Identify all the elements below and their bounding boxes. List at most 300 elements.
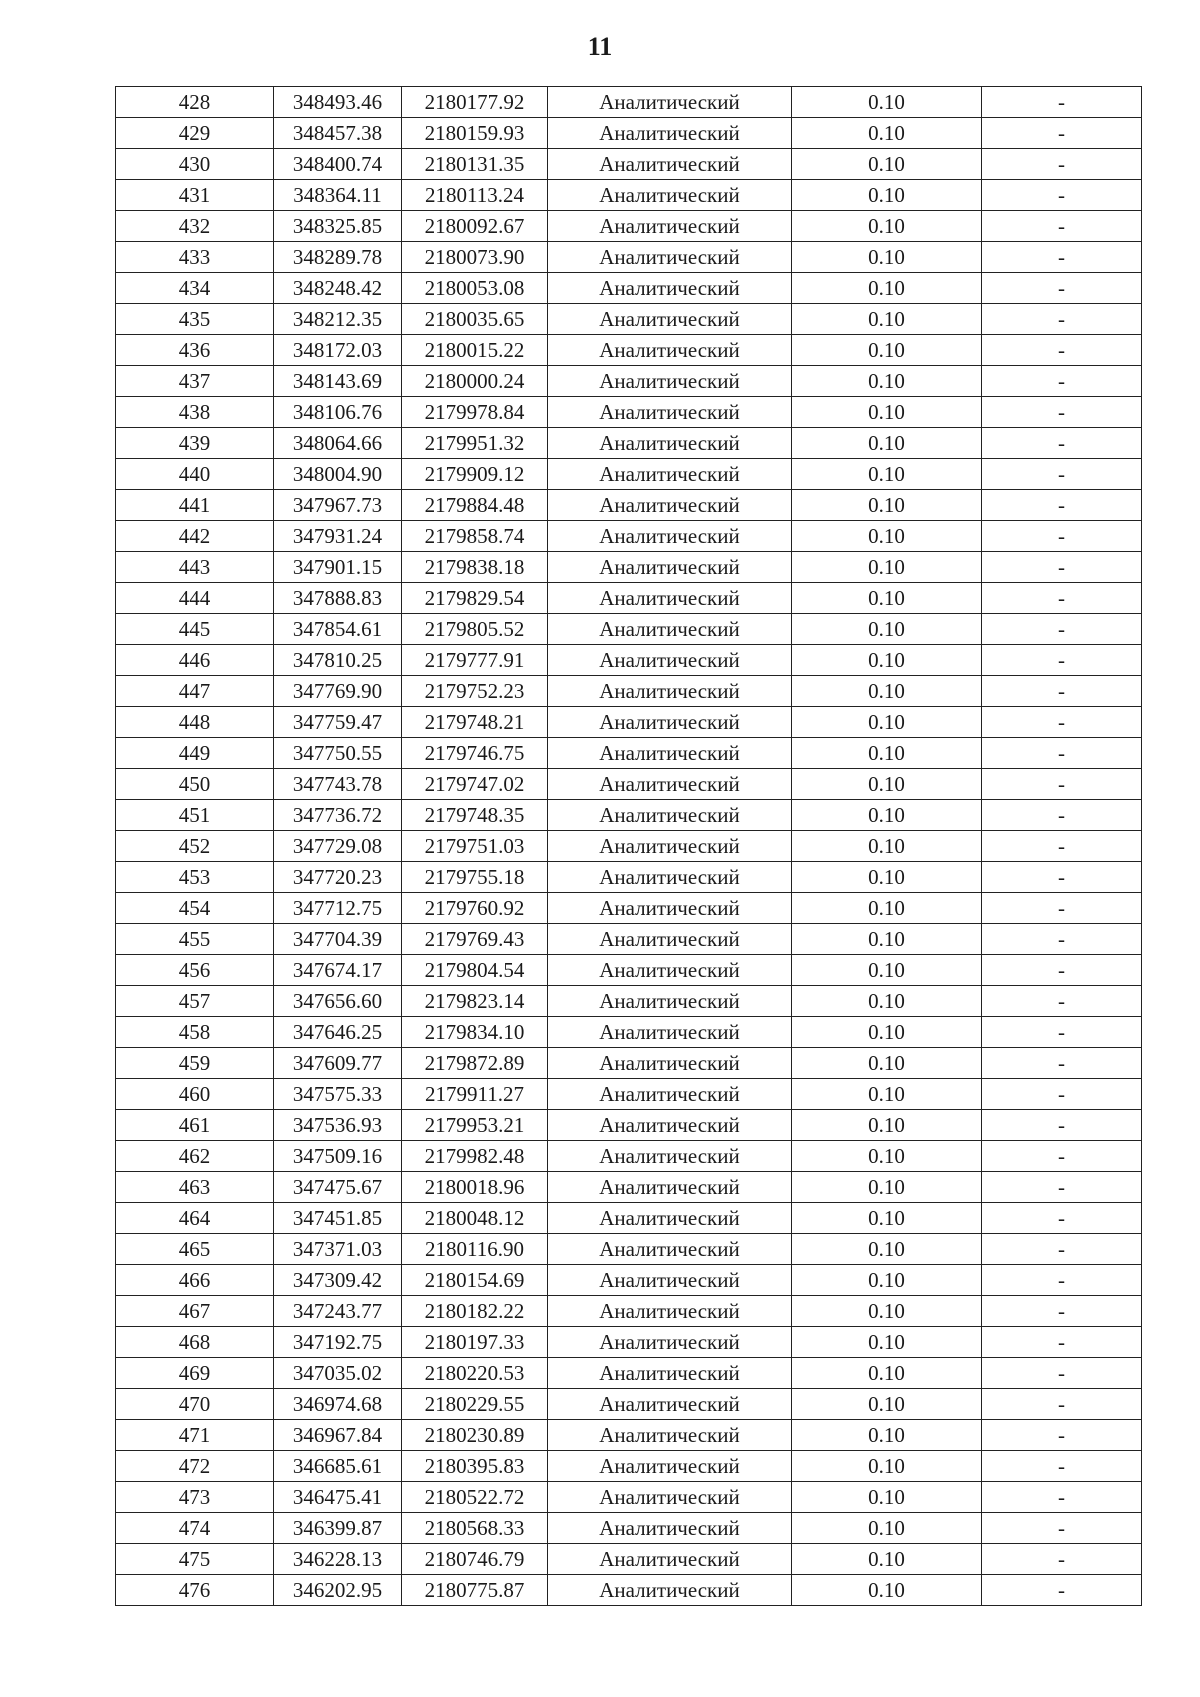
accuracy-cell: 0.10 — [792, 273, 982, 304]
method-cell: Аналитический — [548, 707, 792, 738]
x-coordinate-cell: 347656.60 — [274, 986, 402, 1017]
accuracy-cell: 0.10 — [792, 1327, 982, 1358]
coordinates-table — [115, 86, 1142, 1606]
x-coordinate-cell: 348064.66 — [274, 428, 402, 459]
accuracy-cell: 0.10 — [792, 118, 982, 149]
x-coordinate-cell: 347769.90 — [274, 676, 402, 707]
method-cell: Аналитический — [548, 800, 792, 831]
accuracy-cell: 0.10 — [792, 1048, 982, 1079]
x-coordinate-cell: 347309.42 — [274, 1265, 402, 1296]
table-row — [116, 1513, 1142, 1544]
y-coordinate-cell: 2180746.79 — [402, 1544, 548, 1575]
page-number: 11 — [587, 32, 613, 61]
method-cell: Аналитический — [548, 614, 792, 645]
note-cell: - — [982, 707, 1142, 738]
accuracy-cell: 0.10 — [792, 211, 982, 242]
table-row — [116, 521, 1142, 552]
accuracy-cell: 0.10 — [792, 707, 982, 738]
point-number-cell: 440 — [116, 459, 274, 490]
method-cell: Аналитический — [548, 1141, 792, 1172]
note-cell: - — [982, 1358, 1142, 1389]
y-coordinate-cell: 2179909.12 — [402, 459, 548, 490]
x-coordinate-cell: 348457.38 — [274, 118, 402, 149]
table-row — [116, 893, 1142, 924]
note-cell: - — [982, 521, 1142, 552]
accuracy-cell: 0.10 — [792, 800, 982, 831]
accuracy-cell: 0.10 — [792, 769, 982, 800]
point-number-cell: 470 — [116, 1389, 274, 1420]
note-cell: - — [982, 769, 1142, 800]
accuracy-cell: 0.10 — [792, 1575, 982, 1606]
table-row — [116, 831, 1142, 862]
table-row — [116, 1327, 1142, 1358]
method-cell: Аналитический — [548, 924, 792, 955]
x-coordinate-cell: 347704.39 — [274, 924, 402, 955]
table-row — [116, 862, 1142, 893]
note-cell: - — [982, 1513, 1142, 1544]
point-number-cell: 436 — [116, 335, 274, 366]
y-coordinate-cell: 2179746.75 — [402, 738, 548, 769]
x-coordinate-cell: 346967.84 — [274, 1420, 402, 1451]
y-coordinate-cell: 2179751.03 — [402, 831, 548, 862]
accuracy-cell: 0.10 — [792, 583, 982, 614]
y-coordinate-cell: 2180568.33 — [402, 1513, 548, 1544]
method-cell: Аналитический — [548, 955, 792, 986]
point-number-cell: 465 — [116, 1234, 274, 1265]
accuracy-cell: 0.10 — [792, 1358, 982, 1389]
note-cell: - — [982, 1079, 1142, 1110]
y-coordinate-cell: 2179982.48 — [402, 1141, 548, 1172]
method-cell: Аналитический — [548, 831, 792, 862]
method-cell: Аналитический — [548, 242, 792, 273]
method-cell: Аналитический — [548, 1389, 792, 1420]
point-number-cell: 451 — [116, 800, 274, 831]
point-number-cell: 445 — [116, 614, 274, 645]
point-number-cell: 438 — [116, 397, 274, 428]
method-cell: Аналитический — [548, 180, 792, 211]
note-cell: - — [982, 1389, 1142, 1420]
x-coordinate-cell: 347536.93 — [274, 1110, 402, 1141]
accuracy-cell: 0.10 — [792, 397, 982, 428]
x-coordinate-cell: 347451.85 — [274, 1203, 402, 1234]
point-number-cell: 476 — [116, 1575, 274, 1606]
y-coordinate-cell: 2179911.27 — [402, 1079, 548, 1110]
method-cell: Аналитический — [548, 1110, 792, 1141]
table-row — [116, 800, 1142, 831]
table-row — [116, 1575, 1142, 1606]
method-cell: Аналитический — [548, 738, 792, 769]
method-cell: Аналитический — [548, 1513, 792, 1544]
accuracy-cell: 0.10 — [792, 552, 982, 583]
method-cell: Аналитический — [548, 304, 792, 335]
method-cell: Аналитический — [548, 459, 792, 490]
x-coordinate-cell: 346399.87 — [274, 1513, 402, 1544]
point-number-cell: 435 — [116, 304, 274, 335]
x-coordinate-cell: 348248.42 — [274, 273, 402, 304]
note-cell: - — [982, 273, 1142, 304]
note-cell: - — [982, 366, 1142, 397]
note-cell: - — [982, 335, 1142, 366]
x-coordinate-cell: 348364.11 — [274, 180, 402, 211]
x-coordinate-cell: 347931.24 — [274, 521, 402, 552]
x-coordinate-cell: 347475.67 — [274, 1172, 402, 1203]
point-number-cell: 475 — [116, 1544, 274, 1575]
table-row — [116, 242, 1142, 273]
point-number-cell: 433 — [116, 242, 274, 273]
x-coordinate-cell: 347646.25 — [274, 1017, 402, 1048]
table-row — [116, 428, 1142, 459]
x-coordinate-cell: 347575.33 — [274, 1079, 402, 1110]
y-coordinate-cell: 2180230.89 — [402, 1420, 548, 1451]
accuracy-cell: 0.10 — [792, 1389, 982, 1420]
method-cell: Аналитический — [548, 769, 792, 800]
x-coordinate-cell: 347712.75 — [274, 893, 402, 924]
point-number-cell: 455 — [116, 924, 274, 955]
method-cell: Аналитический — [548, 552, 792, 583]
method-cell: Аналитический — [548, 87, 792, 118]
point-number-cell: 462 — [116, 1141, 274, 1172]
x-coordinate-cell: 346475.41 — [274, 1482, 402, 1513]
note-cell: - — [982, 583, 1142, 614]
accuracy-cell: 0.10 — [792, 149, 982, 180]
y-coordinate-cell: 2180159.93 — [402, 118, 548, 149]
y-coordinate-cell: 2180131.35 — [402, 149, 548, 180]
note-cell: - — [982, 242, 1142, 273]
note-cell: - — [982, 1544, 1142, 1575]
method-cell: Аналитический — [548, 397, 792, 428]
method-cell: Аналитический — [548, 1451, 792, 1482]
y-coordinate-cell: 2180035.65 — [402, 304, 548, 335]
accuracy-cell: 0.10 — [792, 490, 982, 521]
y-coordinate-cell: 2179748.21 — [402, 707, 548, 738]
method-cell: Аналитический — [548, 118, 792, 149]
x-coordinate-cell: 347674.17 — [274, 955, 402, 986]
accuracy-cell: 0.10 — [792, 831, 982, 862]
accuracy-cell: 0.10 — [792, 1141, 982, 1172]
accuracy-cell: 0.10 — [792, 1234, 982, 1265]
point-number-cell: 467 — [116, 1296, 274, 1327]
accuracy-cell: 0.10 — [792, 521, 982, 552]
x-coordinate-cell: 346202.95 — [274, 1575, 402, 1606]
y-coordinate-cell: 2179804.54 — [402, 955, 548, 986]
note-cell: - — [982, 614, 1142, 645]
point-number-cell: 457 — [116, 986, 274, 1017]
point-number-cell: 454 — [116, 893, 274, 924]
point-number-cell: 461 — [116, 1110, 274, 1141]
y-coordinate-cell: 2179769.43 — [402, 924, 548, 955]
x-coordinate-cell: 347509.16 — [274, 1141, 402, 1172]
accuracy-cell: 0.10 — [792, 428, 982, 459]
note-cell: - — [982, 1420, 1142, 1451]
x-coordinate-cell: 347967.73 — [274, 490, 402, 521]
note-cell: - — [982, 1172, 1142, 1203]
method-cell: Аналитический — [548, 1296, 792, 1327]
note-cell: - — [982, 118, 1142, 149]
note-cell: - — [982, 955, 1142, 986]
x-coordinate-cell: 347854.61 — [274, 614, 402, 645]
y-coordinate-cell: 2179748.35 — [402, 800, 548, 831]
point-number-cell: 474 — [116, 1513, 274, 1544]
note-cell: - — [982, 676, 1142, 707]
note-cell: - — [982, 1327, 1142, 1358]
x-coordinate-cell: 348493.46 — [274, 87, 402, 118]
note-cell: - — [982, 428, 1142, 459]
note-cell: - — [982, 1017, 1142, 1048]
note-cell: - — [982, 862, 1142, 893]
x-coordinate-cell: 347743.78 — [274, 769, 402, 800]
y-coordinate-cell: 2180395.83 — [402, 1451, 548, 1482]
method-cell: Аналитический — [548, 986, 792, 1017]
method-cell: Аналитический — [548, 1544, 792, 1575]
table-row — [116, 1358, 1142, 1389]
x-coordinate-cell: 347759.47 — [274, 707, 402, 738]
point-number-cell: 464 — [116, 1203, 274, 1234]
y-coordinate-cell: 2179747.02 — [402, 769, 548, 800]
table-row — [116, 211, 1142, 242]
point-number-cell: 443 — [116, 552, 274, 583]
y-coordinate-cell: 2180073.90 — [402, 242, 548, 273]
note-cell: - — [982, 1575, 1142, 1606]
method-cell: Аналитический — [548, 1265, 792, 1296]
y-coordinate-cell: 2179829.54 — [402, 583, 548, 614]
y-coordinate-cell: 2179951.32 — [402, 428, 548, 459]
note-cell: - — [982, 459, 1142, 490]
point-number-cell: 442 — [116, 521, 274, 552]
table-row — [116, 1544, 1142, 1575]
note-cell: - — [982, 304, 1142, 335]
accuracy-cell: 0.10 — [792, 242, 982, 273]
point-number-cell: 449 — [116, 738, 274, 769]
x-coordinate-cell: 346685.61 — [274, 1451, 402, 1482]
method-cell: Аналитический — [548, 149, 792, 180]
accuracy-cell: 0.10 — [792, 1079, 982, 1110]
note-cell: - — [982, 1110, 1142, 1141]
y-coordinate-cell: 2180154.69 — [402, 1265, 548, 1296]
method-cell: Аналитический — [548, 1079, 792, 1110]
x-coordinate-cell: 347609.77 — [274, 1048, 402, 1079]
point-number-cell: 459 — [116, 1048, 274, 1079]
note-cell: - — [982, 180, 1142, 211]
x-coordinate-cell: 347736.72 — [274, 800, 402, 831]
x-coordinate-cell: 348400.74 — [274, 149, 402, 180]
note-cell: - — [982, 986, 1142, 1017]
note-cell: - — [982, 1296, 1142, 1327]
point-number-cell: 471 — [116, 1420, 274, 1451]
note-cell: - — [982, 645, 1142, 676]
table-row — [116, 149, 1142, 180]
point-number-cell: 466 — [116, 1265, 274, 1296]
x-coordinate-cell: 348289.78 — [274, 242, 402, 273]
table-row — [116, 769, 1142, 800]
accuracy-cell: 0.10 — [792, 335, 982, 366]
x-coordinate-cell: 348212.35 — [274, 304, 402, 335]
y-coordinate-cell: 2179872.89 — [402, 1048, 548, 1079]
accuracy-cell: 0.10 — [792, 862, 982, 893]
method-cell: Аналитический — [548, 583, 792, 614]
y-coordinate-cell: 2180775.87 — [402, 1575, 548, 1606]
accuracy-cell: 0.10 — [792, 1544, 982, 1575]
x-coordinate-cell: 348143.69 — [274, 366, 402, 397]
y-coordinate-cell: 2180220.53 — [402, 1358, 548, 1389]
table-row — [116, 924, 1142, 955]
point-number-cell: 473 — [116, 1482, 274, 1513]
table-row — [116, 366, 1142, 397]
y-coordinate-cell: 2180018.96 — [402, 1172, 548, 1203]
y-coordinate-cell: 2179752.23 — [402, 676, 548, 707]
accuracy-cell: 0.10 — [792, 986, 982, 1017]
y-coordinate-cell: 2180197.33 — [402, 1327, 548, 1358]
point-number-cell: 437 — [116, 366, 274, 397]
y-coordinate-cell: 2179838.18 — [402, 552, 548, 583]
method-cell: Аналитический — [548, 211, 792, 242]
point-number-cell: 441 — [116, 490, 274, 521]
y-coordinate-cell: 2180182.22 — [402, 1296, 548, 1327]
x-coordinate-cell: 346974.68 — [274, 1389, 402, 1420]
x-coordinate-cell: 348106.76 — [274, 397, 402, 428]
point-number-cell: 468 — [116, 1327, 274, 1358]
note-cell: - — [982, 1451, 1142, 1482]
method-cell: Аналитический — [548, 893, 792, 924]
table-row — [116, 459, 1142, 490]
table-row — [116, 180, 1142, 211]
method-cell: Аналитический — [548, 862, 792, 893]
table-row — [116, 1451, 1142, 1482]
method-cell: Аналитический — [548, 521, 792, 552]
x-coordinate-cell: 348325.85 — [274, 211, 402, 242]
y-coordinate-cell: 2180015.22 — [402, 335, 548, 366]
x-coordinate-cell: 347720.23 — [274, 862, 402, 893]
y-coordinate-cell: 2180116.90 — [402, 1234, 548, 1265]
y-coordinate-cell: 2179953.21 — [402, 1110, 548, 1141]
method-cell: Аналитический — [548, 1234, 792, 1265]
table-row — [116, 1017, 1142, 1048]
accuracy-cell: 0.10 — [792, 955, 982, 986]
method-cell: Аналитический — [548, 428, 792, 459]
y-coordinate-cell: 2180522.72 — [402, 1482, 548, 1513]
x-coordinate-cell: 347243.77 — [274, 1296, 402, 1327]
table-row — [116, 1389, 1142, 1420]
method-cell: Аналитический — [548, 1420, 792, 1451]
table-row — [116, 273, 1142, 304]
accuracy-cell: 0.10 — [792, 1203, 982, 1234]
y-coordinate-cell: 2179858.74 — [402, 521, 548, 552]
x-coordinate-cell: 347750.55 — [274, 738, 402, 769]
accuracy-cell: 0.10 — [792, 1420, 982, 1451]
table-row — [116, 552, 1142, 583]
note-cell: - — [982, 1203, 1142, 1234]
point-number-cell: 447 — [116, 676, 274, 707]
point-number-cell: 456 — [116, 955, 274, 986]
accuracy-cell: 0.10 — [792, 459, 982, 490]
table-row — [116, 1203, 1142, 1234]
method-cell: Аналитический — [548, 1358, 792, 1389]
accuracy-cell: 0.10 — [792, 1017, 982, 1048]
accuracy-cell: 0.10 — [792, 366, 982, 397]
point-number-cell: 448 — [116, 707, 274, 738]
accuracy-cell: 0.10 — [792, 1513, 982, 1544]
accuracy-cell: 0.10 — [792, 738, 982, 769]
point-number-cell: 463 — [116, 1172, 274, 1203]
table-row — [116, 397, 1142, 428]
method-cell: Аналитический — [548, 366, 792, 397]
y-coordinate-cell: 2180048.12 — [402, 1203, 548, 1234]
table-row — [116, 1079, 1142, 1110]
table-row — [116, 676, 1142, 707]
table-row — [116, 738, 1142, 769]
table-row — [116, 986, 1142, 1017]
x-coordinate-cell: 347810.25 — [274, 645, 402, 676]
table-row — [116, 1172, 1142, 1203]
note-cell: - — [982, 490, 1142, 521]
table-row — [116, 1420, 1142, 1451]
point-number-cell: 446 — [116, 645, 274, 676]
point-number-cell: 434 — [116, 273, 274, 304]
point-number-cell: 430 — [116, 149, 274, 180]
table-row — [116, 87, 1142, 118]
x-coordinate-cell: 347901.15 — [274, 552, 402, 583]
table-row — [116, 583, 1142, 614]
point-number-cell: 452 — [116, 831, 274, 862]
note-cell: - — [982, 211, 1142, 242]
method-cell: Аналитический — [548, 1048, 792, 1079]
y-coordinate-cell: 2180113.24 — [402, 180, 548, 211]
method-cell: Аналитический — [548, 645, 792, 676]
x-coordinate-cell: 347729.08 — [274, 831, 402, 862]
accuracy-cell: 0.10 — [792, 180, 982, 211]
coordinates-table-body — [116, 87, 1142, 1606]
note-cell: - — [982, 1265, 1142, 1296]
method-cell: Аналитический — [548, 335, 792, 366]
accuracy-cell: 0.10 — [792, 1110, 982, 1141]
y-coordinate-cell: 2180092.67 — [402, 211, 548, 242]
accuracy-cell: 0.10 — [792, 893, 982, 924]
x-coordinate-cell: 347192.75 — [274, 1327, 402, 1358]
method-cell: Аналитический — [548, 1203, 792, 1234]
accuracy-cell: 0.10 — [792, 1265, 982, 1296]
point-number-cell: 450 — [116, 769, 274, 800]
note-cell: - — [982, 1048, 1142, 1079]
point-number-cell: 431 — [116, 180, 274, 211]
y-coordinate-cell: 2179755.18 — [402, 862, 548, 893]
note-cell: - — [982, 552, 1142, 583]
y-coordinate-cell: 2180229.55 — [402, 1389, 548, 1420]
accuracy-cell: 0.10 — [792, 1172, 982, 1203]
note-cell: - — [982, 87, 1142, 118]
accuracy-cell: 0.10 — [792, 614, 982, 645]
y-coordinate-cell: 2179760.92 — [402, 893, 548, 924]
note-cell: - — [982, 893, 1142, 924]
table-row — [116, 118, 1142, 149]
point-number-cell: 453 — [116, 862, 274, 893]
point-number-cell: 432 — [116, 211, 274, 242]
x-coordinate-cell: 348004.90 — [274, 459, 402, 490]
method-cell: Аналитический — [548, 1017, 792, 1048]
note-cell: - — [982, 800, 1142, 831]
x-coordinate-cell: 347371.03 — [274, 1234, 402, 1265]
x-coordinate-cell: 347035.02 — [274, 1358, 402, 1389]
note-cell: - — [982, 1482, 1142, 1513]
table-row — [116, 955, 1142, 986]
y-coordinate-cell: 2179978.84 — [402, 397, 548, 428]
note-cell: - — [982, 397, 1142, 428]
y-coordinate-cell: 2179777.91 — [402, 645, 548, 676]
x-coordinate-cell: 346228.13 — [274, 1544, 402, 1575]
method-cell: Аналитический — [548, 273, 792, 304]
table-row — [116, 1482, 1142, 1513]
note-cell: - — [982, 831, 1142, 862]
table-row — [116, 614, 1142, 645]
accuracy-cell: 0.10 — [792, 924, 982, 955]
